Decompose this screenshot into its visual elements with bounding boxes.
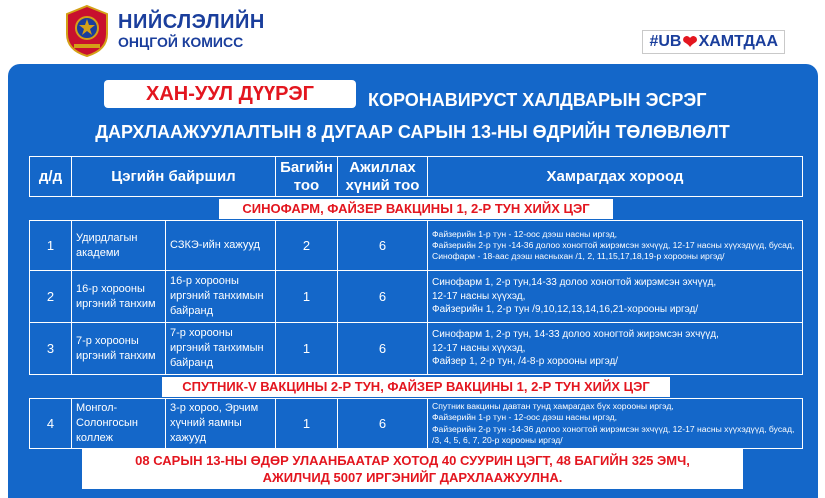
row-place: 16-р хорооны иргэний танхим [72, 271, 166, 323]
row-staff: 6 [338, 271, 428, 323]
footer-line1: 08 САРЫН 13-НЫ ӨДӨР УЛААНБААТАР ХОТОД 40 СУУРИН ЦЭГТ, 48 БАГИЙН 325 ЭМЧ, [135, 453, 690, 468]
section-banner-2: СПУТНИК-V ВАКЦИНЫ 2-Р ТУН, ФАЙЗЕР ВАКЦИНЫ 1, 2-Р ТУН ХИЙХ ЦЭГ [162, 377, 670, 397]
row-staff: 6 [338, 323, 428, 375]
hashtag-suffix: ХАМТДАА [698, 33, 778, 50]
table-row [30, 221, 803, 271]
title-line1: КОРОНАВИРУСТ ХАЛДВАРЫН ЭСРЭГ [368, 90, 707, 110]
row-number: 4 [30, 399, 72, 449]
section-banner-1: СИНОФАРМ, ФАЙЗЕР ВАКЦИНЫ 1, 2-Р ТУН ХИЙХ ЦЭГ [219, 199, 613, 219]
row-coverage: Синофарм 1, 2-р тун, 14-33 долоо хоногтой жирэмсэн эхчүүд, 12-17 насны хүүхэд, Файзер 1, 2-р тун, /4-8-р хорооны иргэд/ [428, 323, 803, 375]
row-number: 1 [30, 221, 72, 271]
row-number: 2 [30, 271, 72, 323]
row-coverage: Файзерийн 1-р тун - 12-оос дээш насны иргэд, Файзерийн 2-р тун -14-36 долоо хоногтой жирэмсэн эхчүүд, 12-17 насны хүүхэдүүд, бусад, Синофарм - 18-аас дээш насныхан /1, 2, 11,15,17,18,19-р хорооны иргэд/ [428, 221, 803, 271]
row-teams: 1 [276, 271, 338, 323]
row-location: 7-р хорооны иргэний танхимын байранд [166, 323, 276, 375]
row-coverage: Спутник вакцины давтан тунд хамрагдах бүх хорооны иргэд, Файзерийн 1-р тун - 12-оос дээш насны иргэд, Файзерийн 2-р тун -14-36 долоо хоногтой жирэмсэн эхчүүд, 12-17 насны хүүхэдүүд, бусад, /3, 4, 5, 6, 7, 20-р хорооны иргэд/ [428, 399, 803, 449]
table-row [30, 271, 803, 323]
row-location: 3-р хороо, Эрчим хүчний яамны хажууд [166, 399, 276, 449]
schedule-table [29, 156, 803, 449]
footer-banner [82, 449, 743, 489]
row-staff: 6 [338, 221, 428, 271]
row-place: Удирдлагын академи [72, 221, 166, 271]
org-name-line1: НИЙСЛЭЛИЙН [118, 11, 265, 33]
hashtag-prefix: #UB [649, 33, 682, 50]
row-teams: 2 [276, 221, 338, 271]
org-name [118, 12, 265, 49]
table-row [30, 323, 803, 375]
table-row [30, 399, 803, 449]
row-teams: 1 [276, 399, 338, 449]
header-coverage: Хамрагдах хороод [428, 157, 803, 197]
header-location: Цэгийн байршил [72, 157, 276, 197]
section-row [30, 197, 803, 221]
title-line2: ДАРХЛААЖУУЛАЛТЫН 8 ДУГААР САРЫН 13-НЫ ӨДРИЙН ТӨЛӨВЛӨЛТ [95, 122, 730, 142]
header-number: д/д [30, 157, 72, 197]
org-name-line2: ОНЦГОЙ КОМИСС [118, 34, 244, 50]
row-place: Монгол-Солонгосын коллеж [72, 399, 166, 449]
hashtag-badge [642, 30, 785, 54]
heart-icon: ❤ [682, 31, 698, 52]
row-location: 16-р хорооны иргэний танхимын байранд [166, 271, 276, 323]
section-row [30, 375, 803, 399]
header-staff: Ажиллах хүний тоо [338, 157, 428, 197]
row-place: 7-р хорооны иргэний танхим [72, 323, 166, 375]
row-staff: 6 [338, 399, 428, 449]
row-coverage: Синофарм 1, 2-р тун,14-33 долоо хоногтой жирэмсэн эхчүүд, 12-17 насны хүүхэд, Файзерийн 1, 2-р тун /9,10,12,13,14,16,21-хорооны иргэд/ [428, 271, 803, 323]
row-number: 3 [30, 323, 72, 375]
row-location: СЗКЭ-ийн хажууд [166, 221, 276, 271]
district-label: ХАН-УУЛ ДҮҮРЭГ [104, 80, 356, 108]
top-bar [0, 0, 825, 62]
row-teams: 1 [276, 323, 338, 375]
header-teams: Багийн тоо [276, 157, 338, 197]
footer-line2: АЖИЛЧИД 5007 ИРГЭНИЙГ ДАРХЛААЖУУЛНА. [262, 470, 563, 485]
state-emblem-icon [62, 4, 112, 58]
table-header-row [30, 157, 803, 197]
